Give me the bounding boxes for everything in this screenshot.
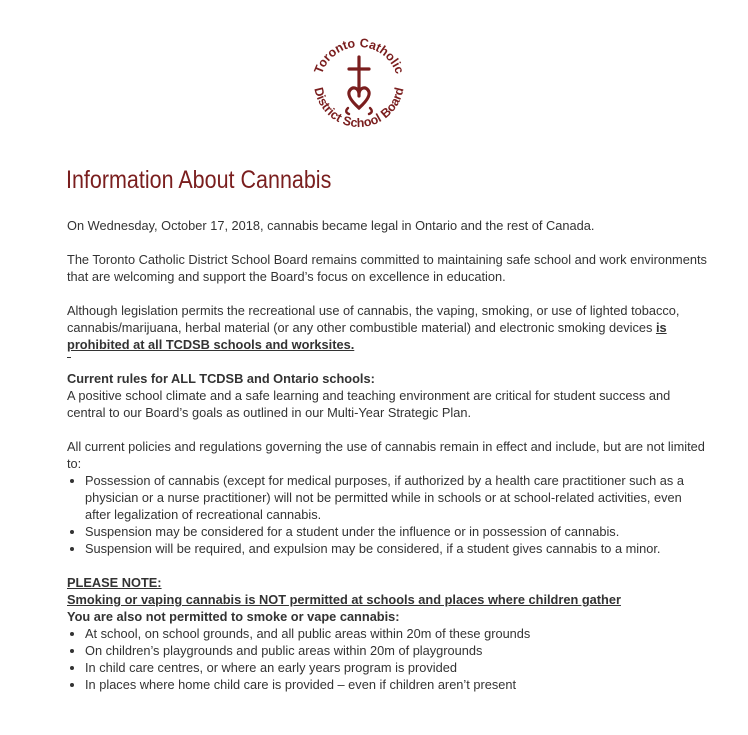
list-item: • Suspension will be required, and expulsion may be considered, if a student gives cannabis to a minor. — [85, 540, 707, 557]
list-item: • In child care centres, or where an early years program is provided — [85, 659, 707, 676]
prohibited-emphasis: is prohibited at all TCDSB schools and worksites. — [67, 320, 667, 352]
policies-intro: All current policies and regulations governing the use of cannabis remain in effect and include, but are not limited to: — [67, 439, 705, 471]
policies-list — [67, 472, 707, 557]
list-item: • In places where home child care is provided – even if children aren’t present — [85, 676, 707, 693]
note-subheading: Smoking or vaping cannabis is NOT permitted at schools and places where children gather — [67, 592, 621, 607]
legislation-text: Although legislation permits the recreational use of cannabis, the vaping, smoking, or use of lighted tobacco, cannabis/marijuana, herbal material (or any other combustible material) and electronic smoking devices — [67, 303, 680, 335]
note-also: You are also not permitted to smoke or vape cannabis: — [67, 609, 400, 624]
tcdsb-logo — [300, 24, 418, 142]
paragraph-legislation — [67, 302, 707, 353]
list-item: • Possession of cannabis (except for medical purposes, if authorized by a health care practitioner such as a physician or a nurse practitioner) will not be permitted while in schools or at school-related activities, even after legalization of recreational cannabis. — [85, 472, 707, 523]
stray-mark — [67, 353, 707, 361]
page-title: Information About Cannabis — [66, 166, 332, 194]
rules-heading: Current rules for ALL TCDSB and Ontario schools: — [67, 371, 375, 386]
logo-text-bottom: District School Board — [311, 85, 407, 131]
note-list — [67, 625, 707, 693]
list-item: • On children’s playgrounds and public areas within 20m of playgrounds — [85, 642, 707, 659]
paragraph-commitment: The Toronto Catholic District School Board remains committed to maintaining safe school and work environments that are welcoming and support the Board’s focus on excellence in education. — [67, 252, 707, 284]
paragraph-legalization: On Wednesday, October 17, 2018, cannabis became legal in Ontario and the rest of Canada. — [67, 218, 595, 233]
cross-heart-icon — [346, 57, 372, 114]
note-heading: PLEASE NOTE: — [67, 575, 162, 590]
list-item: • At school, on school grounds, and all public areas within 20m of these grounds — [85, 625, 707, 642]
logo-text-top: Toronto Catholic — [311, 35, 407, 76]
list-item: • Suspension may be considered for a student under the influence or in possession of cannabis. — [85, 523, 707, 540]
rules-text: A positive school climate and a safe learning and teaching environment are critical for student success and central to our Board’s goals as outlined in our Multi-Year Strategic Plan. — [67, 388, 671, 420]
article-body — [67, 217, 707, 693]
